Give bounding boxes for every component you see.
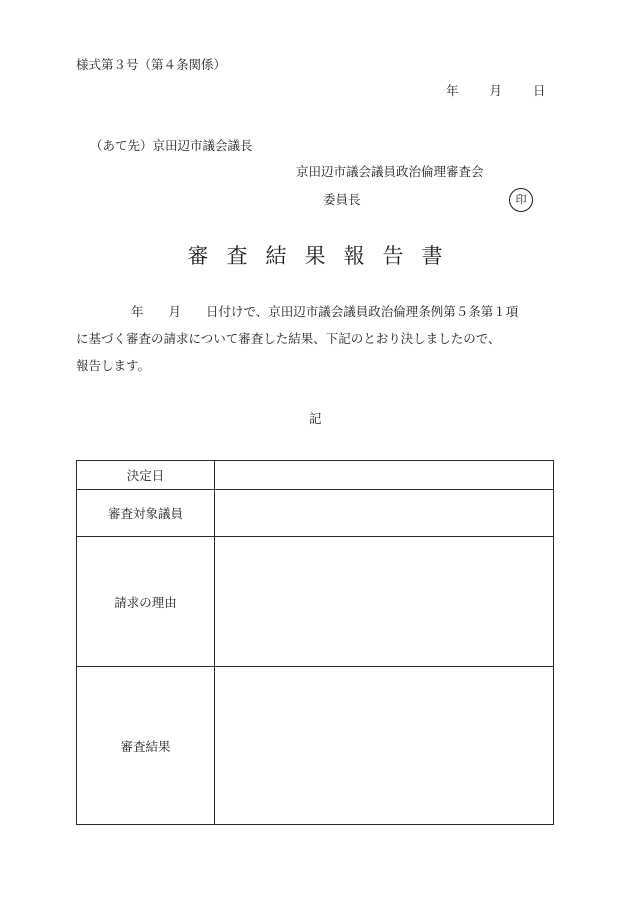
date-line (446, 83, 546, 99)
body-line-3: 報告します。 (76, 358, 151, 373)
table-row (77, 537, 554, 667)
table-row (77, 667, 554, 825)
date-year-label: 年 (446, 83, 459, 98)
request-reason-field[interactable] (215, 537, 554, 667)
table-row (77, 490, 554, 537)
target-member-field[interactable] (215, 490, 554, 537)
seal-mark: 印 (509, 188, 533, 212)
table-row (77, 461, 554, 490)
ki-heading: 記 (309, 411, 322, 426)
document-title: 審査結果報告書 (187, 244, 461, 268)
review-result-field[interactable] (215, 667, 554, 825)
decision-date-label: 決定日 (77, 461, 215, 490)
target-member-label: 審査対象議員 (77, 490, 215, 537)
decision-date-field[interactable] (215, 461, 554, 490)
form-number: 様式第３号（第４条関係） (76, 57, 227, 72)
date-day-label: 日 (533, 83, 546, 98)
date-month-label: 月 (489, 83, 503, 98)
addressee: （あて先）京田辺市議会議長 (90, 138, 253, 153)
report-table (76, 460, 554, 825)
committee-name: 京田辺市議会議員政治倫理審査会 (296, 164, 484, 179)
body-line-2: に基づく審査の請求について審査した結果、下記のとおり決しましたので、 (76, 331, 501, 346)
request-reason-label: 請求の理由 (77, 537, 215, 667)
body-line-1: 年 月 日付けで、京田辺市議会議員政治倫理条例第５条第１項 (131, 304, 519, 319)
body-text (76, 298, 558, 379)
chair-title: 委員長 (323, 192, 361, 207)
review-result-label: 審査結果 (77, 667, 215, 825)
